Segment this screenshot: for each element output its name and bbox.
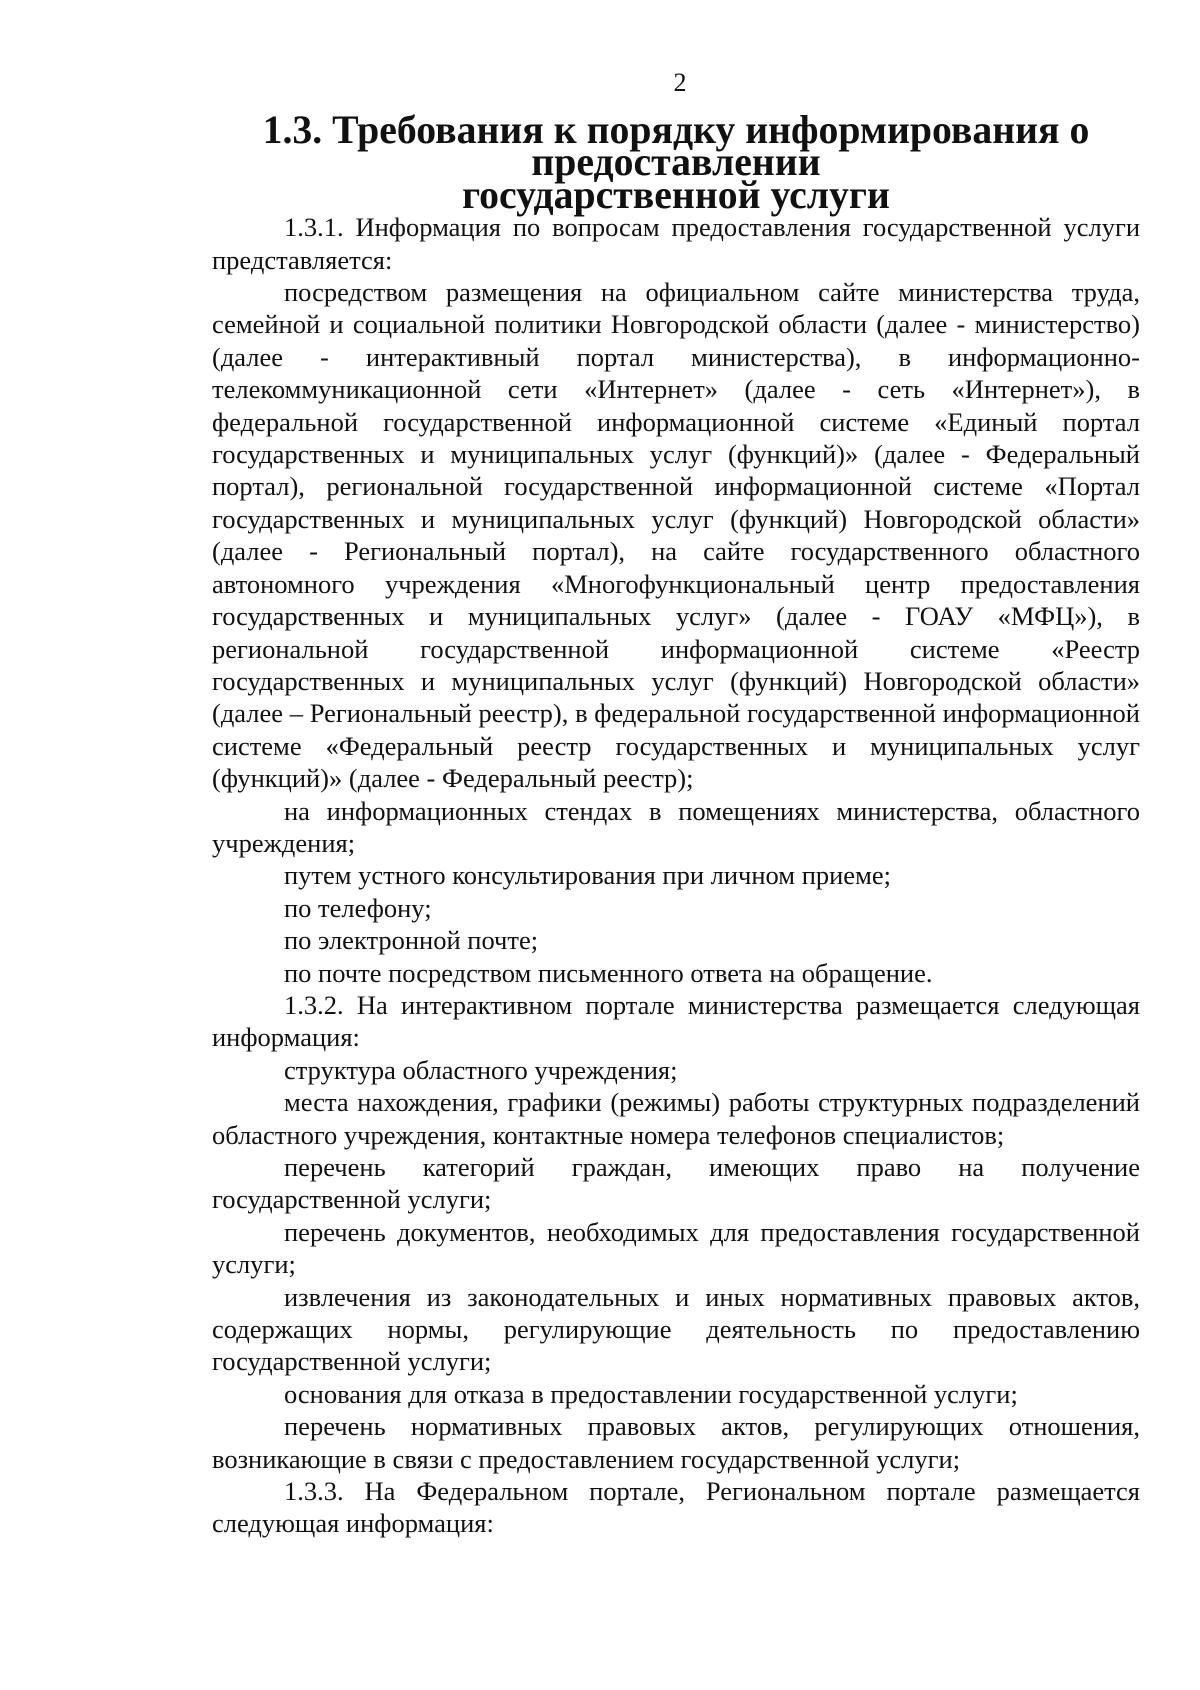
paragraph-internet-sources: посредством размещения на официальном сайте министерства труда, семейной и социальной политики Новгородской области (далее - министерство) (далее - интерактивный портал министерства), в информационно-телекоммуникационной сети «Интернет» (далее - сеть «Интернет»), в федеральной государственной информационной системе «Единый портал государственных и муниципальных услуг (функций)» (далее - Федеральный портал), региональной государственной информационной системе «Портал государственных и муниципальных услуг (функций) Новгородской области» (далее - Региональный портал), на сайте государственного областного автономного учреждения «Многофункциональный центр предоставления государственных и муниципальных услуг» (далее - ГОАУ «МФЦ»), в региональной государственной информационной системе «Реестр государственных и муниципальных услуг (функций) Новгородской области» (далее – Региональный реестр), в федеральной государственной информационной системе «Федеральный реестр государственных и муниципальных услуг (функций)» (далее - Федеральный реестр); <box>212 277 1140 794</box>
page-number: 2 <box>673 68 687 97</box>
paragraph-documents-list: перечень документов, необходимых для предоставления государственной услуги; <box>212 1216 1140 1280</box>
section-heading-line-2: государственной услуги <box>462 172 890 217</box>
paragraph-normative-acts: перечень нормативных правовых актов, регулирующих отношения, возникающие в связи с предоставлением государственной услуги; <box>212 1411 1140 1474</box>
paragraph-info-stands: на информационных стендах в помещениях министерства, областного учреждения; <box>212 795 1140 858</box>
section-heading <box>212 108 1140 217</box>
paragraph-refusal-grounds: основания для отказа в предоставлении государственной услуги; <box>284 1378 1018 1409</box>
paragraph-phone: по телефону; <box>284 892 432 923</box>
paragraph-citizen-categories: перечень категорий граждан, имеющих право на получение государственной услуги; <box>212 1152 1140 1215</box>
paragraph-1-3-1: 1.3.1. Информация по вопросам предоставления государственной услуги представляется: <box>212 212 1140 275</box>
paragraph-legal-extracts: извлечения из законодательных и иных нормативных правовых актов, содержащих нормы, регулирующие деятельность по предоставлению государственной услуги; <box>212 1281 1140 1377</box>
paragraph-postal: по почте посредством письменного ответа на обращение. <box>284 957 933 988</box>
paragraph-oral-consulting: путем устного консультирования при личном приеме; <box>284 860 891 891</box>
paragraph-1-3-3: 1.3.3. На Федеральном портале, Региональном портале размещается следующая информация: <box>212 1476 1140 1539</box>
section-heading-line-1: 1.3. Требования к порядку информирования о предоставлении <box>262 108 1090 185</box>
paragraph-email: по электронной почте; <box>284 925 539 956</box>
paragraph-1-3-2: 1.3.2. На интерактивном портале министерства размещается следующая информация: <box>212 989 1140 1053</box>
paragraph-structure: структура областного учреждения; <box>284 1054 678 1085</box>
document-body <box>212 108 1140 1540</box>
paragraph-locations-schedules: места нахождения, графики (режимы) работы структурных подразделений областного учреждения, контактные номера телефонов специалистов; <box>212 1087 1140 1150</box>
